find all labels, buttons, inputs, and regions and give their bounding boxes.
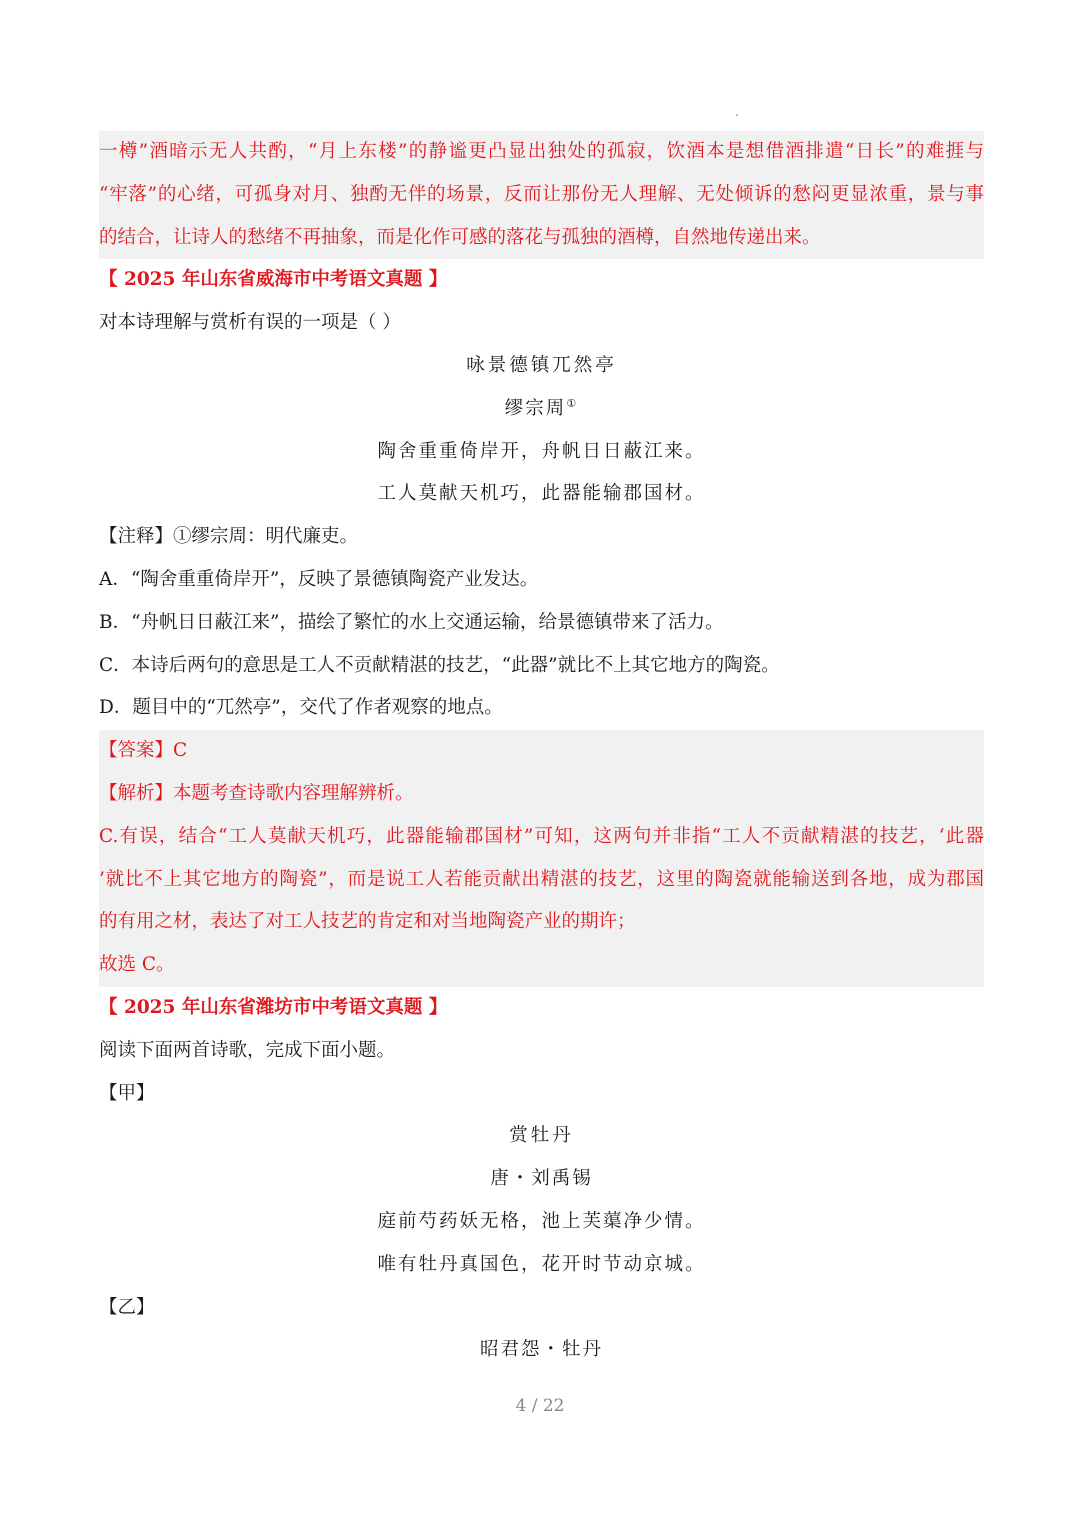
poem-title: 昭君怨・牡丹 (479, 1339, 603, 1361)
analysis-line: 一樽”酒暗示无人共酌，“月上东楼”的静谧更凸显出独处的孤寂，饮酒本是想借酒排遣“日长”的难捱与 (99, 141, 984, 162)
previous-analysis-block (99, 131, 984, 259)
poem-b-label: 【乙】 (99, 1296, 155, 1318)
option-c: C．本诗后两句的意思是工人不贡献精湛的技艺，“此器”就比不上其它地方的陶瓷。 (99, 654, 780, 676)
poem-note: 【注释】①缪宗周：明代廉吏。 (99, 526, 359, 548)
poem-author-name: 缪宗周 (504, 397, 567, 419)
option-d: D．题目中的“兀然亭”，交代了作者观察的地点。 (99, 697, 503, 719)
option-b: B．“舟帆日日蔽江来”，描绘了繁忙的水上交通运输，给景德镇带来了活力。 (99, 611, 724, 633)
analysis-line: 的有用之材，表达了对工人技艺的肯定和对当地陶瓷产业的期许； (99, 911, 636, 933)
answer-label: 【答案】 (99, 740, 174, 762)
option-a: A．“陶舍重重倚岸开”，反映了景德镇陶瓷产业发达。 (99, 568, 539, 590)
answer-line (99, 730, 984, 773)
poem-line: 陶舍重重倚岸开，舟帆日日蔽江来。 (377, 440, 706, 462)
analysis-label: 【解析】 (99, 782, 174, 804)
question-stem: 对本诗理解与赏析有误的一项是（ ） (99, 312, 401, 334)
analysis-line: C.有误，结合“工人莫献天机巧，此器能输郡国材”可知，这两句并非指“工人不贡献精湛的技艺，‘此器 (99, 825, 984, 847)
poem-line: 庭前芍药妖无格，池上芙蕖净少情。 (377, 1210, 706, 1232)
answer-value: C (173, 740, 188, 762)
analysis-line: “牢落”的心绪，可孤身对月、独酌无伴的场景，反而让那份无人理解、无处倾诉的愁闷更显浓重，景与事 (99, 183, 984, 205)
poem-title: 赏牡丹 (509, 1125, 574, 1147)
poem-line: 唯有牡丹真国色，花开时节动京城。 (377, 1253, 706, 1275)
poem-a-label: 【甲】 (99, 1082, 155, 1104)
page-content (99, 131, 984, 1372)
page-indicator: 4 / 22 (515, 1396, 565, 1416)
question-heading: 【 2025 年山东省威海市中考语文真题 】 (99, 269, 448, 291)
analysis-line: ’就比不上其它地方的陶瓷”，而是说工人若能贡献出精湛的技艺，这里的陶瓷就能输送到各地，成为郡国 (99, 868, 984, 890)
footnote-mark: ① (566, 396, 579, 410)
scan-speck (736, 114, 738, 116)
analysis-line: 的结合，让诗人的愁绪不再抽象，而是化作可感的落花与孤独的酒樽，自然地传递出来。 (99, 226, 821, 248)
answer-block (99, 730, 984, 987)
analysis-conclusion: 故选 C。 (99, 954, 175, 976)
poem-author (99, 388, 984, 431)
question-heading: 【 2025 年山东省潍坊市中考语文真题 】 (99, 996, 448, 1018)
analysis-intro: 本题考查诗歌内容理解辨析。 (173, 782, 414, 804)
question-stem: 阅读下面两首诗歌，完成下面小题。 (99, 1039, 396, 1061)
poem-author: 唐・刘禹锡 (490, 1168, 593, 1190)
analysis-header-line (99, 773, 984, 816)
poem-line: 工人莫献天机巧，此器能输郡国材。 (377, 483, 706, 505)
poem-title: 咏景德镇兀然亭 (466, 354, 617, 376)
